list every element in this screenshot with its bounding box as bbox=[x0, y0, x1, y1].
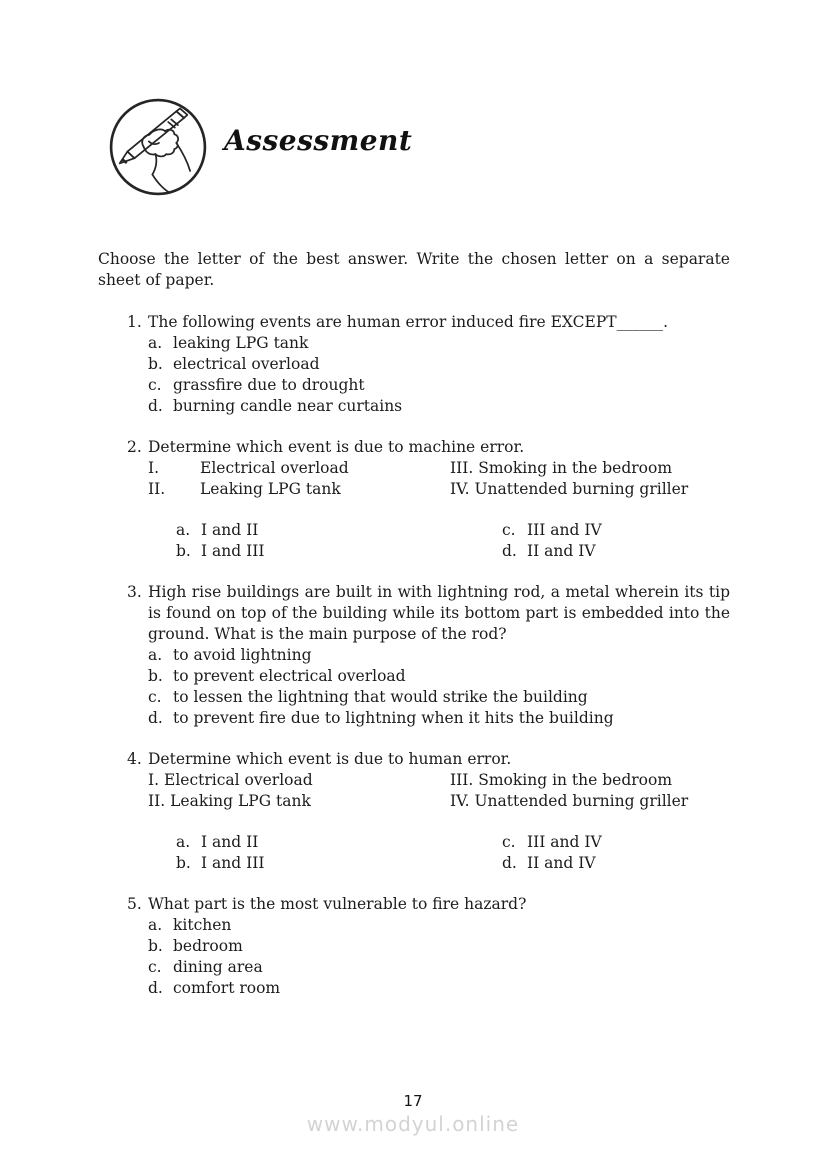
roman-item bbox=[450, 770, 672, 791]
option-text: comfort room bbox=[173, 979, 281, 997]
answer-options-two-column bbox=[148, 520, 730, 562]
answer-option bbox=[148, 333, 730, 354]
question-3 bbox=[127, 582, 730, 729]
option-letter: d. bbox=[502, 542, 517, 560]
option-text: grassfire due to drought bbox=[173, 376, 365, 394]
roman-label: IV. bbox=[450, 792, 470, 810]
answer-option bbox=[176, 853, 502, 874]
roman-text: Unattended burning griller bbox=[474, 480, 689, 498]
option-text: II and IV bbox=[527, 854, 596, 872]
question-1 bbox=[127, 312, 730, 417]
roman-label: IV. bbox=[450, 480, 470, 498]
option-text: II and IV bbox=[527, 542, 596, 560]
option-text: I and III bbox=[201, 542, 265, 560]
answer-option bbox=[148, 666, 730, 687]
option-row bbox=[176, 832, 730, 853]
roman-label: II. bbox=[148, 792, 166, 810]
option-letter: a. bbox=[176, 521, 191, 539]
option-row bbox=[176, 541, 730, 562]
answer-option bbox=[148, 645, 730, 666]
option-letter: a. bbox=[176, 833, 191, 851]
question-list bbox=[127, 312, 730, 999]
question-number: 2. bbox=[127, 438, 142, 456]
answer-option bbox=[148, 936, 730, 957]
answer-option bbox=[148, 915, 730, 936]
answer-option bbox=[502, 853, 596, 874]
option-letter: b. bbox=[176, 854, 191, 872]
roman-item bbox=[450, 458, 672, 479]
option-letter: b. bbox=[148, 667, 163, 685]
writing-hand-icon bbox=[106, 96, 210, 198]
option-text: electrical overload bbox=[173, 355, 320, 373]
answer-option bbox=[148, 396, 730, 417]
roman-text: Unattended burning griller bbox=[474, 792, 689, 810]
question-text: The following events are human error induced fire EXCEPT______. bbox=[148, 313, 669, 331]
answer-option bbox=[148, 957, 730, 978]
roman-label: II. bbox=[148, 480, 166, 498]
roman-item bbox=[148, 770, 450, 791]
option-text: I and II bbox=[201, 521, 259, 539]
option-letter: a. bbox=[148, 334, 163, 352]
option-letter: d. bbox=[148, 979, 163, 997]
answer-options-two-column bbox=[148, 832, 730, 874]
option-letter: c. bbox=[502, 521, 516, 539]
answer-option bbox=[148, 708, 730, 729]
question-text: What part is the most vulnerable to fire hazard? bbox=[148, 895, 527, 913]
option-letter: d. bbox=[148, 397, 163, 415]
roman-item bbox=[148, 791, 450, 812]
option-text: kitchen bbox=[173, 916, 232, 934]
option-letter: c. bbox=[148, 688, 162, 706]
option-text: I and III bbox=[201, 854, 265, 872]
answer-option bbox=[176, 541, 502, 562]
question-5 bbox=[127, 894, 730, 999]
roman-label: I. bbox=[148, 771, 160, 789]
option-text: leaking LPG tank bbox=[173, 334, 309, 352]
question-number: 3. bbox=[127, 583, 142, 601]
answer-option bbox=[502, 541, 596, 562]
roman-label: I. bbox=[148, 459, 160, 477]
option-text: to avoid lightning bbox=[173, 646, 312, 664]
instructions-text: Choose the letter of the best answer. Write the chosen letter on a separate sheet of paper. bbox=[98, 250, 730, 289]
option-text: to prevent electrical overload bbox=[173, 667, 406, 685]
roman-text: Leaking LPG tank bbox=[200, 480, 341, 498]
option-text: to lessen the lightning that would strike the building bbox=[173, 688, 588, 706]
page-footer bbox=[0, 1092, 826, 1136]
question-2 bbox=[127, 437, 730, 562]
option-letter: b. bbox=[148, 355, 163, 373]
roman-text: Electrical overload bbox=[200, 459, 349, 477]
option-letter: c. bbox=[148, 376, 162, 394]
answer-option bbox=[502, 832, 602, 853]
roman-label: III. bbox=[450, 771, 474, 789]
roman-numeral-list bbox=[148, 770, 730, 812]
answer-option bbox=[148, 978, 730, 999]
answer-option bbox=[176, 832, 502, 853]
option-text: dining area bbox=[173, 958, 263, 976]
answer-option bbox=[502, 520, 602, 541]
answer-option bbox=[148, 354, 730, 375]
option-text: to prevent fire due to lightning when it hits the building bbox=[173, 709, 614, 727]
document-body bbox=[98, 249, 730, 1019]
option-text: III and IV bbox=[527, 521, 602, 539]
option-letter: d. bbox=[148, 709, 163, 727]
roman-row bbox=[148, 458, 730, 479]
answer-option bbox=[176, 520, 502, 541]
option-letter: c. bbox=[502, 833, 516, 851]
page-title: Assessment bbox=[224, 123, 413, 157]
roman-row bbox=[148, 791, 730, 812]
option-letter: b. bbox=[148, 937, 163, 955]
question-text: Determine which event is due to human error. bbox=[148, 750, 512, 768]
option-letter: a. bbox=[148, 646, 163, 664]
question-4 bbox=[127, 749, 730, 874]
page-header bbox=[106, 96, 412, 198]
question-number: 5. bbox=[127, 895, 142, 913]
page-number: 17 bbox=[403, 1092, 423, 1110]
option-letter: c. bbox=[148, 958, 162, 976]
roman-item bbox=[450, 791, 688, 812]
answer-option bbox=[148, 375, 730, 396]
option-row bbox=[176, 520, 730, 541]
option-text: burning candle near curtains bbox=[173, 397, 403, 415]
roman-row bbox=[148, 770, 730, 791]
option-letter: a. bbox=[148, 916, 163, 934]
roman-text: Leaking LPG tank bbox=[170, 792, 311, 810]
option-text: III and IV bbox=[527, 833, 602, 851]
question-text: High rise buildings are built in with lightning rod, a metal wherein its tip is found on top of the building while its bottom part is embedded into the ground. What is the main purpose of the rod? bbox=[148, 583, 730, 643]
option-text: bedroom bbox=[173, 937, 243, 955]
answer-option bbox=[148, 687, 730, 708]
option-letter: d. bbox=[502, 854, 517, 872]
roman-text: Smoking in the bedroom bbox=[478, 459, 673, 477]
question-text: Determine which event is due to machine error. bbox=[148, 438, 525, 456]
question-number: 1. bbox=[127, 313, 142, 331]
roman-label: III. bbox=[450, 459, 474, 477]
option-text: I and II bbox=[201, 833, 259, 851]
roman-item bbox=[450, 479, 688, 500]
option-row bbox=[176, 853, 730, 874]
roman-text: Smoking in the bedroom bbox=[478, 771, 673, 789]
option-letter: b. bbox=[176, 542, 191, 560]
question-number: 4. bbox=[127, 750, 142, 768]
watermark: www.modyul.online bbox=[306, 1112, 520, 1136]
roman-numeral-list bbox=[148, 458, 730, 500]
roman-text: Electrical overload bbox=[164, 771, 313, 789]
roman-row bbox=[148, 479, 730, 500]
